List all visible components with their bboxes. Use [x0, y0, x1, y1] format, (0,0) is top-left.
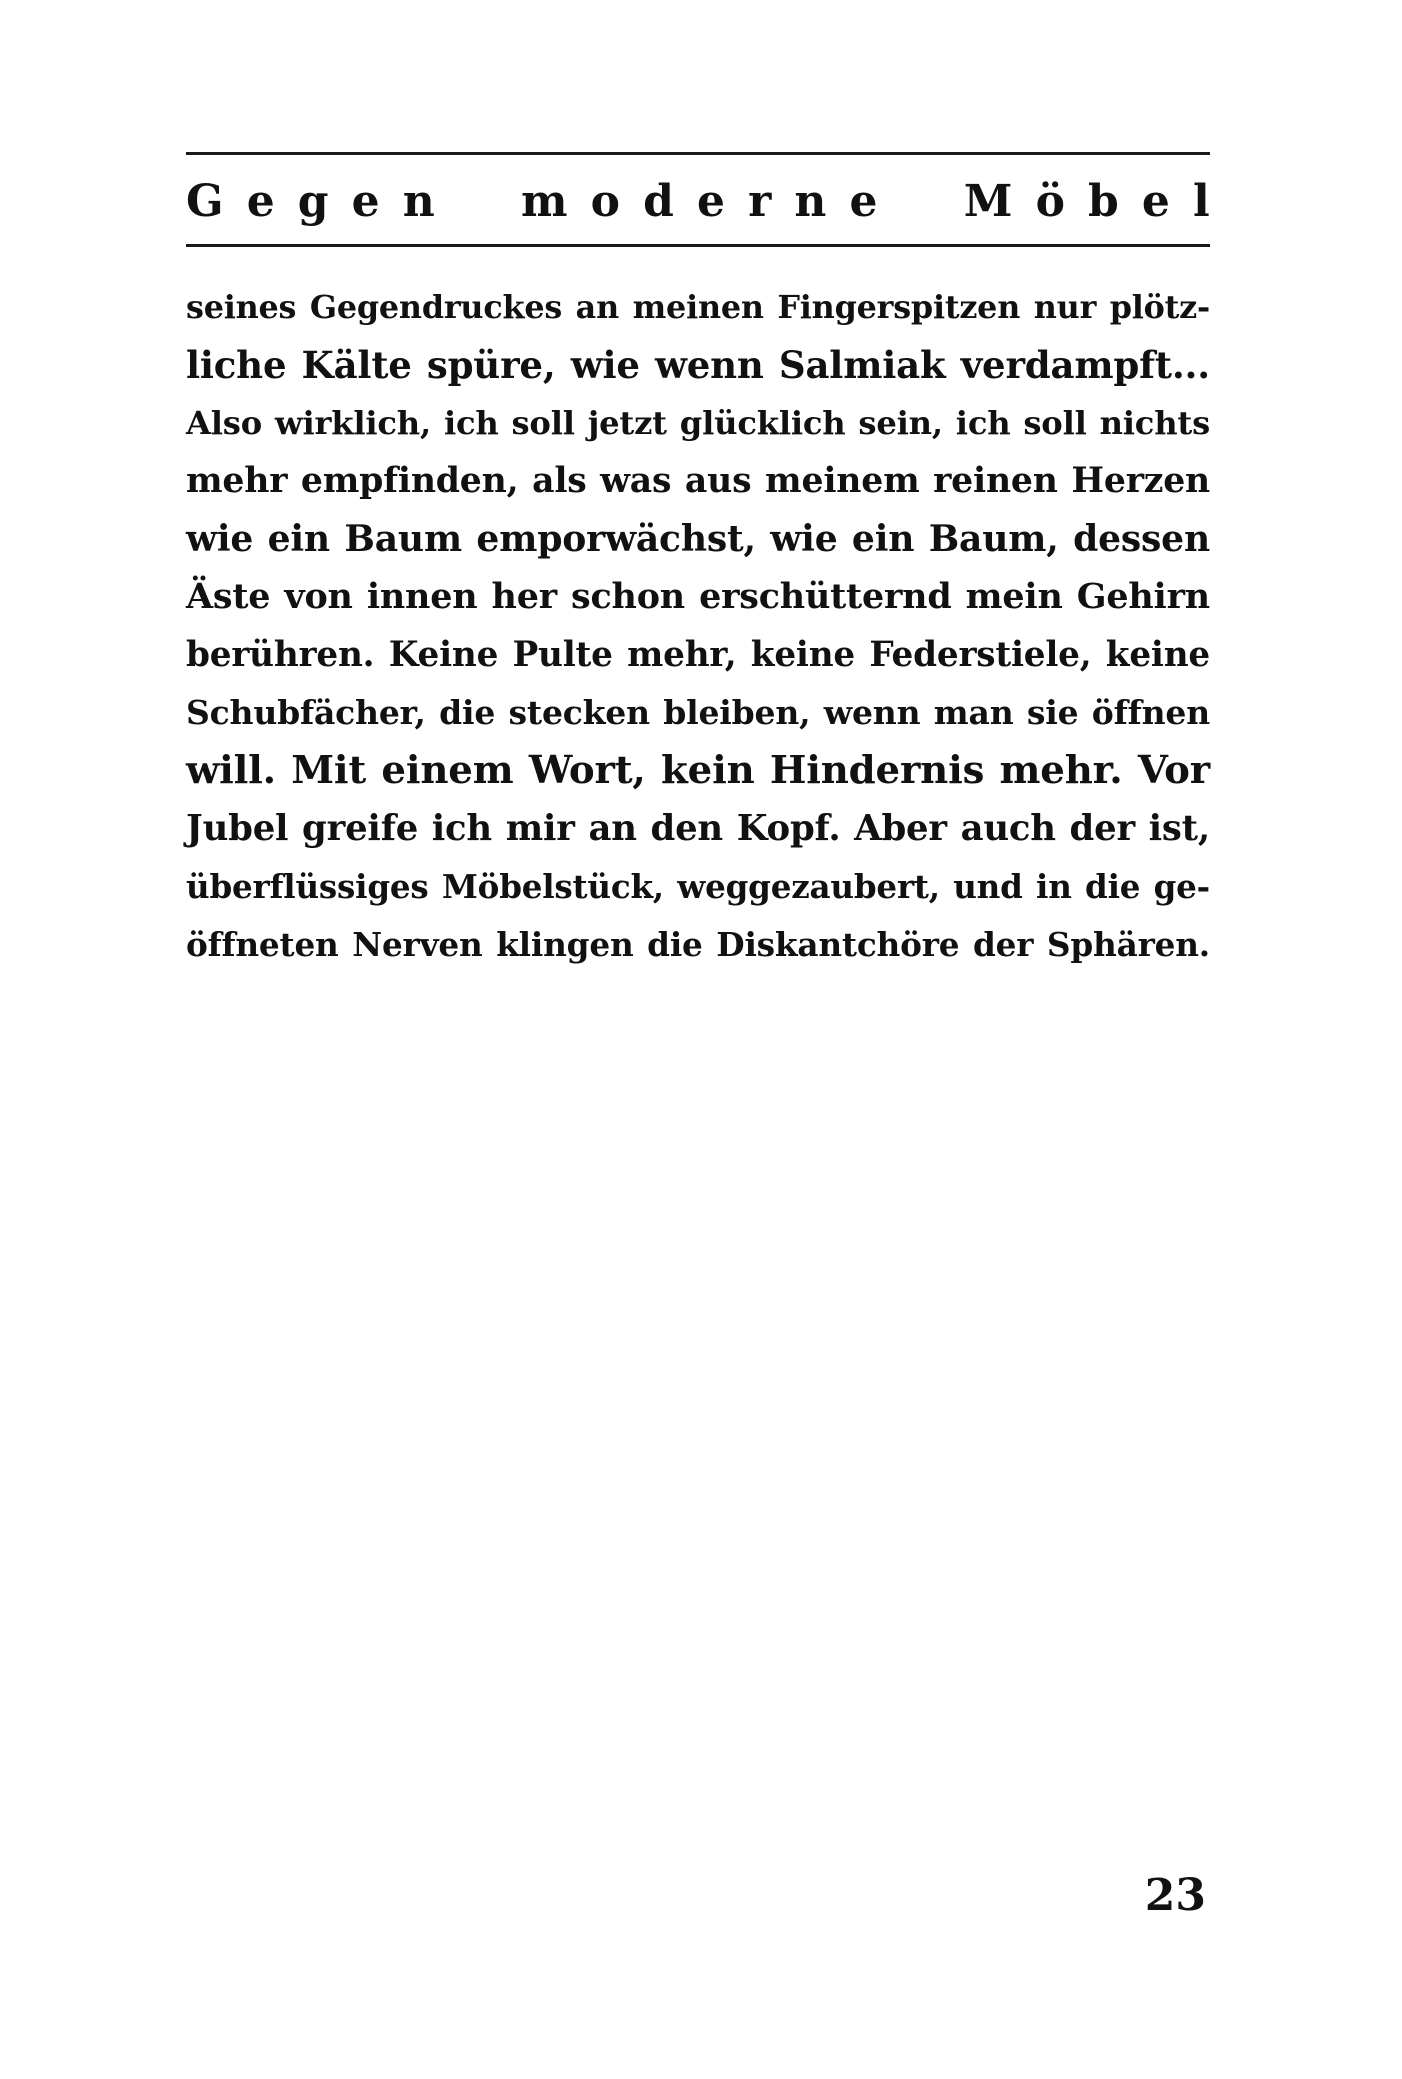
text-line: Also wirklich, ich soll jetzt glücklich sein, ich soll nichts: [186, 404, 1210, 442]
text-line: will. Mit einem Wort, kein Hindernis mehr. Vor: [186, 748, 1210, 793]
running-head-letter: n: [794, 175, 827, 227]
text-line: überflüssiges Möbelstück, weggezaubert, und in die ge-: [186, 867, 1210, 906]
text-line: Jubel greife ich mir an den Kopf. Aber auch der ist,: [186, 808, 1210, 849]
running-head-letter: M: [963, 175, 1013, 227]
text-line: liche Kälte spüre, wie wenn Salmiak verdampft...: [186, 343, 1210, 387]
text-line: wie ein Baum emporwächst, wie ein Baum, dessen: [186, 517, 1210, 560]
running-head-letter: G: [186, 175, 224, 227]
running-head-letter: r: [748, 175, 772, 227]
running-head-letter: m: [521, 175, 568, 227]
running-head-letter: o: [590, 175, 621, 227]
running-head-letter: d: [643, 175, 674, 227]
text-line: Äste von innen her schon erschütternd mein Gehirn: [186, 576, 1210, 617]
running-head-letter: n: [402, 175, 435, 227]
running-head-letter: ö: [1035, 175, 1065, 227]
text-line: seines Gegendruckes an meinen Fingerspitzen nur plötz-: [186, 288, 1210, 326]
page-number: 23: [1144, 1870, 1206, 1921]
running-head-letter: e: [246, 175, 275, 227]
text-line: mehr empfinden, als was aus meinem reinen Herzen: [186, 460, 1210, 501]
running-head-letter: e: [351, 175, 380, 227]
text-line: öffneten Nerven klingen die Diskantchöre der Sphären.: [186, 925, 1210, 964]
running-head-letter: l: [1193, 175, 1210, 227]
header-rule-top: [186, 152, 1210, 155]
running-head-letter: e: [1141, 175, 1170, 227]
running-head-letter: b: [1088, 175, 1119, 227]
running-head-letter: e: [849, 175, 878, 227]
body-text: [186, 278, 1210, 974]
header-rule-bottom: [186, 244, 1210, 247]
text-line: berühren. Keine Pulte mehr, keine Federstiele, keine: [186, 635, 1210, 675]
running-head-letter: g: [297, 175, 329, 227]
running-head: [186, 168, 1210, 234]
text-line: Schubfächer, die stecken bleiben, wenn man sie öffnen: [186, 693, 1210, 732]
running-head-letter: e: [697, 175, 726, 227]
